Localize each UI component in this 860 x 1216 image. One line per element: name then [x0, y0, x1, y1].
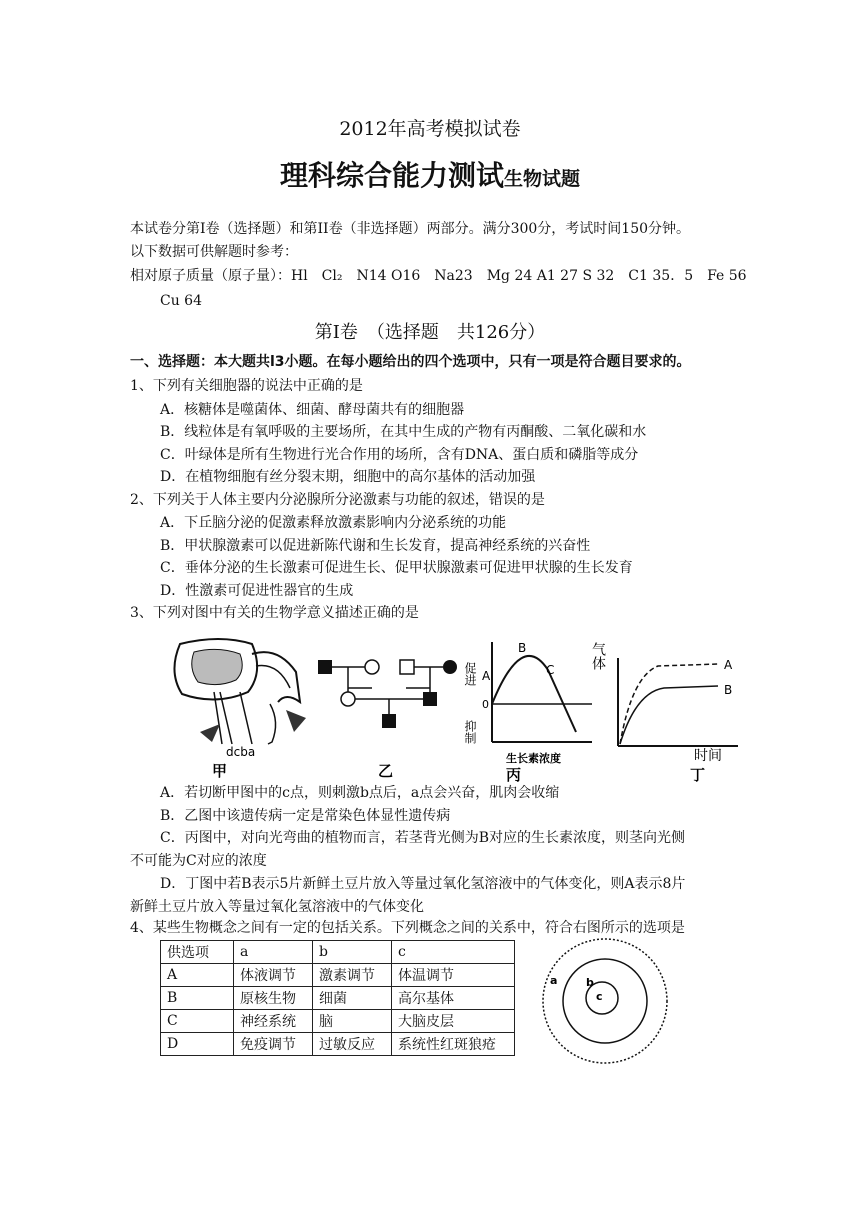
q3-option-d-line-2: 新鲜土豆片放入等量过氧化氢溶液中的气体变化	[130, 899, 424, 915]
table-cell: C	[161, 1010, 234, 1033]
q2-option-a: A．下丘脑分泌的促激素释放激素影响内分泌系统的功能	[160, 515, 507, 531]
figure-bing-auxin-curve	[464, 636, 604, 782]
table-cell: 体温调节	[392, 964, 515, 987]
circle-label-a: a	[550, 974, 558, 987]
pedigree-male	[400, 660, 414, 674]
ding-curve-a	[620, 664, 718, 744]
bing-axis-inhibit: 抑制	[463, 720, 477, 744]
exam-title: 2012年高考模拟试卷	[339, 118, 521, 140]
figure-ding-label: 丁	[690, 766, 706, 784]
table-cell: B	[161, 987, 234, 1010]
intro-line-4: Cu 64	[160, 293, 202, 309]
exam-subject-title	[0, 154, 860, 194]
table-header-cell: b	[313, 941, 392, 964]
bing-point-b: B	[518, 641, 527, 655]
table-cell: 系统性红斑狼疮	[392, 1033, 515, 1056]
circle-label-c: c	[596, 990, 603, 1003]
figure-ding-gas-curve	[590, 636, 750, 784]
table-cell: 免疫调节	[234, 1033, 313, 1056]
ding-label-b: B	[724, 683, 733, 697]
q4-stem: 4、某些生物概念之间有一定的包括关系。下列概念之间的关系中，符合右图所示的选项是	[130, 920, 685, 936]
table-cell: 神经系统	[234, 1010, 313, 1033]
table-row	[161, 987, 515, 1010]
q1-option-a: A．核糖体是噬菌体、细菌、酵母菌共有的细胞器	[160, 402, 465, 418]
section-title: 第Ⅰ卷 （选择题 共126分）	[314, 322, 546, 343]
pedigree-female	[365, 660, 379, 674]
pedigree-affected-female	[443, 660, 457, 674]
intro-line-2: 以下数据可供解题时参考：	[130, 244, 298, 260]
table-cell: 原核生物	[234, 987, 313, 1010]
figure-jia-reflex-arc	[160, 632, 310, 780]
table-cell: 大脑皮层	[392, 1010, 515, 1033]
bing-origin: 0	[482, 698, 489, 711]
ding-axis-y: 气体	[590, 642, 606, 670]
table-row	[161, 1033, 515, 1056]
table-cell: 脑	[313, 1010, 392, 1033]
q4-options-table	[160, 940, 515, 1056]
instruction: 一、选择题：本大题共l3小题。在每小题给出的四个选项中，只有一项是符合题目要求的。	[130, 354, 691, 370]
figure-jia-label: 甲	[212, 762, 228, 780]
circle-a	[543, 939, 667, 1063]
bing-axis-x: 生长素浓度	[506, 752, 561, 765]
subject-sub: 生物试题	[504, 168, 581, 190]
table-cell: D	[161, 1033, 234, 1056]
ding-curve-b	[620, 686, 718, 744]
q1-option-d: D．在植物细胞有丝分裂末期，细胞中的高尔基体的活动加强	[160, 469, 536, 485]
table-cell: 体液调节	[234, 964, 313, 987]
figure-bing-label: 丙	[506, 766, 522, 784]
q1-stem: 1、下列有关细胞器的说法中正确的是	[130, 378, 363, 394]
q1-option-c: C．叶绿体是所有生物进行光合作用的场所，含有DNA、蛋白质和磷脂等成分	[160, 447, 639, 463]
bing-point-c: C	[546, 663, 555, 677]
table-cell: A	[161, 964, 234, 987]
q2-option-b: B．甲状腺激素可以促进新陈代谢和生长发育，提高神经系统的兴奋性	[160, 538, 591, 554]
jia-dcba-label: dcba	[226, 745, 256, 759]
figure-yi-label: 乙	[378, 762, 394, 780]
ding-label-a: A	[724, 658, 733, 672]
table-header-cell: a	[234, 941, 313, 964]
q2-option-d: D．性激素可促进性器官的生成	[160, 583, 354, 599]
q3-option-c-line-2: 不可能为C对应的浓度	[130, 853, 267, 869]
table-header-cell: 供选项	[161, 941, 234, 964]
q3-option-c-line-1: C．丙图中，对向光弯曲的植物而言，若茎背光侧为B对应的生长素浓度，则茎向光侧	[160, 830, 685, 846]
circle-b	[563, 959, 647, 1043]
table-cell: 高尔基体	[392, 987, 515, 1010]
q3-option-d-line-1: D．丁图中若B表示5片新鲜土豆片放入等量过氧化氢溶液中的气体变化，则A表示8片	[160, 876, 686, 892]
table-cell: 过敏反应	[313, 1033, 392, 1056]
figure-yi-pedigree	[312, 648, 462, 780]
table-row	[161, 1010, 515, 1033]
q2-stem: 2、下列关于人体主要内分泌腺所分泌激素与功能的叙述，错误的是	[130, 492, 545, 508]
table-header-cell: c	[392, 941, 515, 964]
bing-point-a: A	[482, 669, 491, 683]
intro-line-3: 相对原子质量（原子量）：Hl Cl₂ N14 O16 Na23 Mg 24 A1 27 S 32 C1 35．5 Fe 56	[130, 268, 747, 284]
q3-option-a: A．若切断甲图中的c点，则刺激b点后，a点会兴奋，肌肉会收缩	[160, 785, 560, 801]
bing-axis-promote: 促进	[463, 662, 477, 686]
circle-label-b: b	[586, 976, 594, 989]
ding-axis-x: 时间	[694, 748, 722, 764]
q1-option-b: B．线粒体是有氧呼吸的主要场所，在其中生成的产物有丙酮酸、二氧化碳和水	[160, 424, 647, 440]
intro-line-1: 本试卷分第I卷（选择题）和第II卷（非选择题）两部分。满分300分，考试时间150分钟。	[130, 221, 691, 237]
q4-nested-circles-diagram	[540, 936, 670, 1066]
table-header-row	[161, 941, 515, 964]
q3-stem: 3、下列对图中有关的生物学意义描述正确的是	[130, 605, 419, 621]
subject-main: 理科综合能力测试	[279, 159, 504, 192]
table-row	[161, 964, 515, 987]
table-cell: 细菌	[313, 987, 392, 1010]
q3-option-b: B．乙图中该遗传病一定是常染色体显性遗传病	[160, 808, 451, 824]
q2-option-c: C．垂体分泌的生长激素可促进生长、促甲状腺激素可促进甲状腺的生长发育	[160, 560, 633, 576]
table-cell: 激素调节	[313, 964, 392, 987]
pedigree-affected-male	[318, 660, 332, 674]
